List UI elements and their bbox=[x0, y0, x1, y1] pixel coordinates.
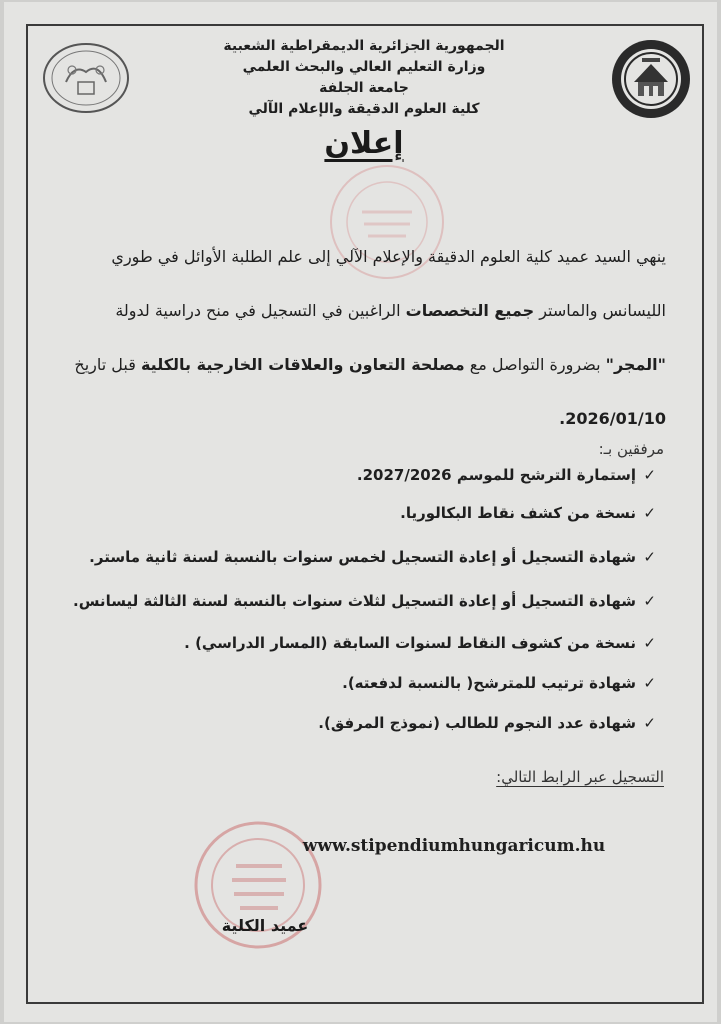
document-header bbox=[154, 36, 574, 120]
header-republic: الجمهورية الجزائرية الديمقراطية الشعبية bbox=[223, 38, 505, 54]
announcement-title: إعلان bbox=[324, 126, 404, 161]
body-text: الليسانس والماستر bbox=[534, 301, 666, 320]
registration-label: التسجيل عبر الرابط التالي: bbox=[496, 768, 664, 786]
attachment-text: نسخة من كشوف النقاط لسنوات السابقة (المسار الدراسي) . bbox=[184, 634, 636, 652]
attachment-text: شهادة ترتيب للمترشح( بالنسبة لدفعته). bbox=[342, 674, 636, 692]
attachment-item bbox=[50, 630, 656, 656]
check-icon: ✓ bbox=[643, 592, 656, 610]
body-bold-text: "المجر" bbox=[605, 355, 666, 374]
attachment-text: شهادة التسجيل أو إعادة التسجيل لخمس سنوات بالنسبة لسنة ثانية ماستر. bbox=[89, 548, 636, 566]
attachment-text: شهادة عدد النجوم للطالب (نموذج المرفق). bbox=[318, 714, 636, 732]
check-icon: ✓ bbox=[643, 548, 656, 566]
attachment-item bbox=[50, 670, 656, 696]
body-line-2 bbox=[46, 284, 666, 338]
header-university: جامعة الجلفة bbox=[319, 80, 409, 96]
body-text: الراغبين في التسجيل في منح دراسية لدولة bbox=[115, 301, 406, 320]
attachments-list bbox=[50, 462, 656, 736]
attachments-label: مرفقين بـ: bbox=[598, 440, 664, 458]
deadline-date-text: 2026/01/10. bbox=[559, 409, 666, 428]
dean-signature: عميد الكلية bbox=[221, 916, 309, 935]
university-logo-left bbox=[42, 42, 130, 114]
check-icon: ✓ bbox=[643, 634, 656, 652]
check-icon: ✓ bbox=[643, 714, 656, 732]
university-logo-right bbox=[610, 38, 692, 120]
announcement-body bbox=[46, 230, 666, 446]
attachment-item bbox=[50, 710, 656, 736]
body-line-1: ينهي السيد عميد كلية العلوم الدقيقة والإعلام الآلي إلى علم الطلبة الأوائل في طوري bbox=[111, 247, 666, 266]
attachment-item bbox=[50, 544, 656, 570]
body-text: قبل تاريخ bbox=[74, 355, 141, 374]
check-icon: ✓ bbox=[643, 674, 656, 692]
body-text: بضرورة التواصل مع bbox=[464, 355, 606, 374]
attachment-text: نسخة من كشف نقاط البكالوريا. bbox=[400, 504, 636, 522]
body-line-3 bbox=[46, 338, 666, 392]
attachment-item bbox=[50, 588, 656, 614]
header-faculty: كلية العلوم الدقيقة والإعلام الآلي bbox=[248, 101, 480, 117]
attachment-item bbox=[50, 462, 656, 488]
attachment-text: شهادة التسجيل أو إعادة التسجيل لثلاث سنوات بالنسبة لسنة الثالثة ليسانس. bbox=[73, 592, 636, 610]
check-icon: ✓ bbox=[643, 504, 656, 522]
registration-link[interactable]: www.stipendiumhungaricum.hu bbox=[302, 836, 606, 856]
attachment-item bbox=[50, 500, 656, 526]
attachment-text: إستمارة الترشح للموسم 2027/2026. bbox=[356, 466, 636, 484]
body-bold-text: جميع التخصصات bbox=[405, 301, 535, 320]
check-icon: ✓ bbox=[643, 466, 656, 484]
deadline-date bbox=[46, 392, 666, 446]
header-ministry: وزارة التعليم العالي والبحث العلمي bbox=[242, 59, 486, 75]
body-bold-text: مصلحة التعاون والعلاقات الخارجية بالكلية bbox=[140, 355, 465, 374]
document-page bbox=[4, 2, 717, 1022]
